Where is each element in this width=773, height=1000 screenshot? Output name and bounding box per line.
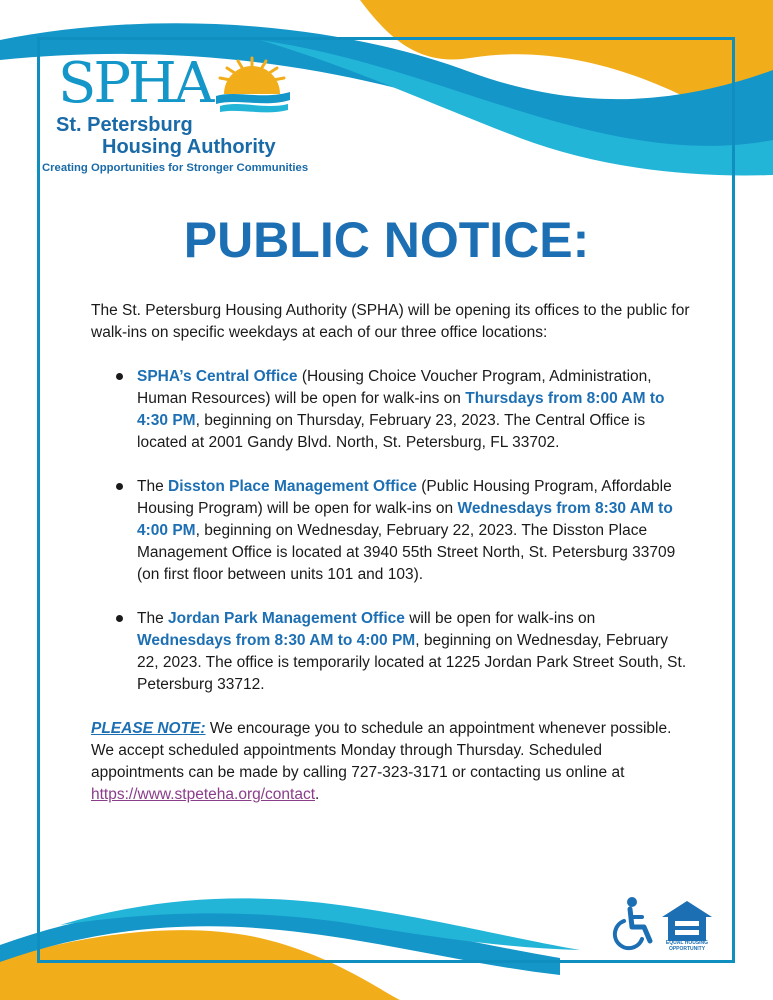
contact-link[interactable]: https://www.stpeteha.org/contact xyxy=(91,786,316,803)
office-hours: Wednesdays from 8:30 AM to 4:00 PM xyxy=(137,632,416,649)
logo-tagline: Creating Opportunities for Stronger Communities xyxy=(42,162,309,174)
spha-logo xyxy=(42,50,309,180)
page-title: PUBLIC NOTICE: xyxy=(183,212,590,268)
office-name: Jordan Park Management Office xyxy=(168,610,405,627)
equal-housing-caption: EQUAL HOUSING OPPORTUNITY xyxy=(665,940,709,952)
notice-body xyxy=(91,300,691,806)
sun-logo-icon xyxy=(212,54,292,120)
office-name: SPHA’s Central Office xyxy=(137,368,298,385)
wheelchair-icon xyxy=(612,895,654,951)
office-item-disston: The Disston Place Management Office (Public Housing Program, Affordable Housing Program) will be open for walk-ins on Wednesdays from 8:30 AM to 4:00 PM, beginning on Wednesday, February 22, 2023. The Disston Place Management Office is located at 3940 55th Street North, St. Petersburg 33709 (on first floor between units 101 and 103). xyxy=(91,476,691,586)
equal-housing-icon xyxy=(660,899,714,943)
note-paragraph: PLEASE NOTE: We encourage you to schedule an appointment whenever possible. We accept scheduled appointments Monday through Thursday. Scheduled appointments can be made by calling 727-323-3171 or contacting us online at https://www.stpeteha.org/contact. xyxy=(91,720,672,803)
office-list xyxy=(91,366,691,696)
logo-name-line2: Housing Authority xyxy=(102,136,276,158)
note-label: PLEASE NOTE: xyxy=(91,720,206,737)
office-name: Disston Place Management Office xyxy=(168,478,417,495)
office-hours: Wednesdays from 8:30 AM to 4:00 PM xyxy=(137,500,673,539)
footer-icons xyxy=(612,895,716,955)
logo-name-line1: St. Petersburg xyxy=(56,114,193,136)
intro-paragraph: The St. Petersburg Housing Authority (SPHA) will be opening its offices to the public for walk-ins on specific weekdays at each of our three office locations: xyxy=(91,302,690,341)
logo-mark: SPHA xyxy=(58,51,212,116)
office-item-jordan-park: The Jordan Park Management Office will be open for walk-ins on Wednesdays from 8:30 AM to 4:00 PM, beginning on Wednesday, February 22, 2023. The office is temporarily located at 1225 Jordan Park Street South, St. Petersburg 33712. xyxy=(91,608,691,696)
office-hours: Thursdays from 8:00 AM to 4:30 PM xyxy=(137,390,665,429)
office-item-central: SPHA’s Central Office (Housing Choice Voucher Program, Administration, Human Resources) will be open for walk-ins on Thursdays from 8:00 AM to 4:30 PM, beginning on Thursday, February 23, 2023. The Central Office is located at 2001 Gandy Blvd. North, St. Petersburg, FL 33702. xyxy=(91,366,691,454)
